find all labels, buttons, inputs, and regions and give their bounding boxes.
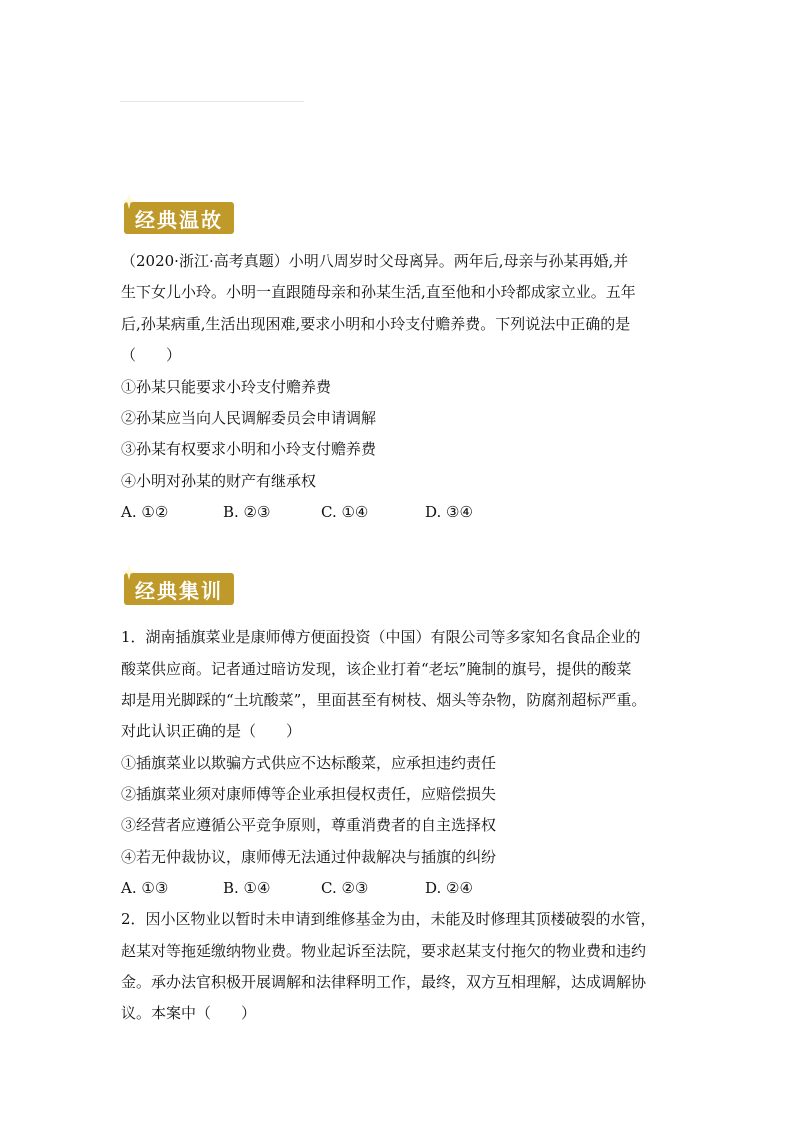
- section-badge-classic-review: [124, 202, 234, 234]
- question-stem-line: 金。承办法官积极开展调解和法律释明工作，最终，双方互相理解，达成调解协: [121, 973, 647, 991]
- choice-a[interactable]: A. ①②: [121, 503, 169, 521]
- question-stem-line: 1．湖南插旗菜业是康师傅方便面投资（中国）有限公司等多家知名食品企业的: [121, 628, 641, 646]
- statement-option: ②孙某应当向人民调解委员会申请调解: [121, 409, 377, 427]
- question-stem-line: 后,孙某病重,生活出现困难,要求小明和小玲支付赡养费。下列说法中正确的是: [121, 315, 631, 333]
- question-stem-line: 2．因小区物业以暂时未申请到维修基金为由，未能及时修理其顶楼破裂的水管，: [121, 910, 656, 928]
- choice-d[interactable]: D. ②④: [425, 879, 473, 897]
- choice-b[interactable]: B. ②③: [223, 503, 271, 521]
- question-stem-line: （2020·浙江·高考真题）小明八周岁时父母离异。两年后,母亲与孙某再婚,并: [121, 252, 629, 270]
- statement-option: ④若无仲裁协议，康师傅无法通过仲裁解决与插旗的纠纷: [121, 848, 497, 866]
- section-title: 经典温故: [135, 207, 223, 232]
- choice-d[interactable]: D. ③④: [425, 503, 473, 521]
- answer-choices: [121, 878, 473, 898]
- section-badge-classic-training: [124, 573, 234, 605]
- choice-c[interactable]: C. ②③: [321, 879, 369, 897]
- question-stem-line: 赵某对等拖延缴纳物业费。物业起诉至法院，要求赵某支付拖欠的物业费和违约: [121, 942, 647, 960]
- header-rule: [120, 101, 304, 102]
- question-stem-line: 对此认识正确的是（ ）: [121, 722, 302, 740]
- choice-b[interactable]: B. ①④: [223, 879, 271, 897]
- choice-a[interactable]: A. ①③: [121, 879, 169, 897]
- question-stem-line: 议。本案中（ ）: [121, 1004, 257, 1022]
- answer-choices: [121, 502, 473, 522]
- statement-option: ②插旗菜业须对康师傅等企业承担侵权责任，应赔偿损失: [121, 785, 497, 803]
- choice-c[interactable]: C. ①④: [321, 503, 369, 521]
- statement-option: ③孙某有权要求小明和小玲支付赡养费: [121, 440, 377, 458]
- statement-option: ①孙某只能要求小玲支付赡养费: [121, 378, 332, 396]
- sparkle-icon: [121, 564, 137, 580]
- statement-option: ④小明对孙某的财产有继承权: [121, 472, 317, 490]
- question-stem-line: （ ）: [121, 346, 182, 364]
- question-stem-line: 却是用光脚踩的“土坑酸菜”，里面甚至有树枝、烟头等杂物，防腐剂超标严重。: [121, 691, 647, 709]
- statement-option: ①插旗菜业以欺骗方式供应不达标酸菜，应承担违约责任: [121, 754, 497, 772]
- question-stem-line: 生下女儿小玲。小明一直跟随母亲和孙某生活,直至他和小玲都成家立业。五年: [121, 283, 636, 301]
- statement-option: ③经营者应遵循公平竞争原则，尊重消费者的自主选择权: [121, 816, 497, 834]
- sparkle-icon: [121, 193, 137, 209]
- question-stem-line: 酸菜供应商。记者通过暗访发现，该企业打着“老坛”腌制的旗号，提供的酸菜: [121, 660, 632, 678]
- section-title: 经典集训: [135, 578, 223, 603]
